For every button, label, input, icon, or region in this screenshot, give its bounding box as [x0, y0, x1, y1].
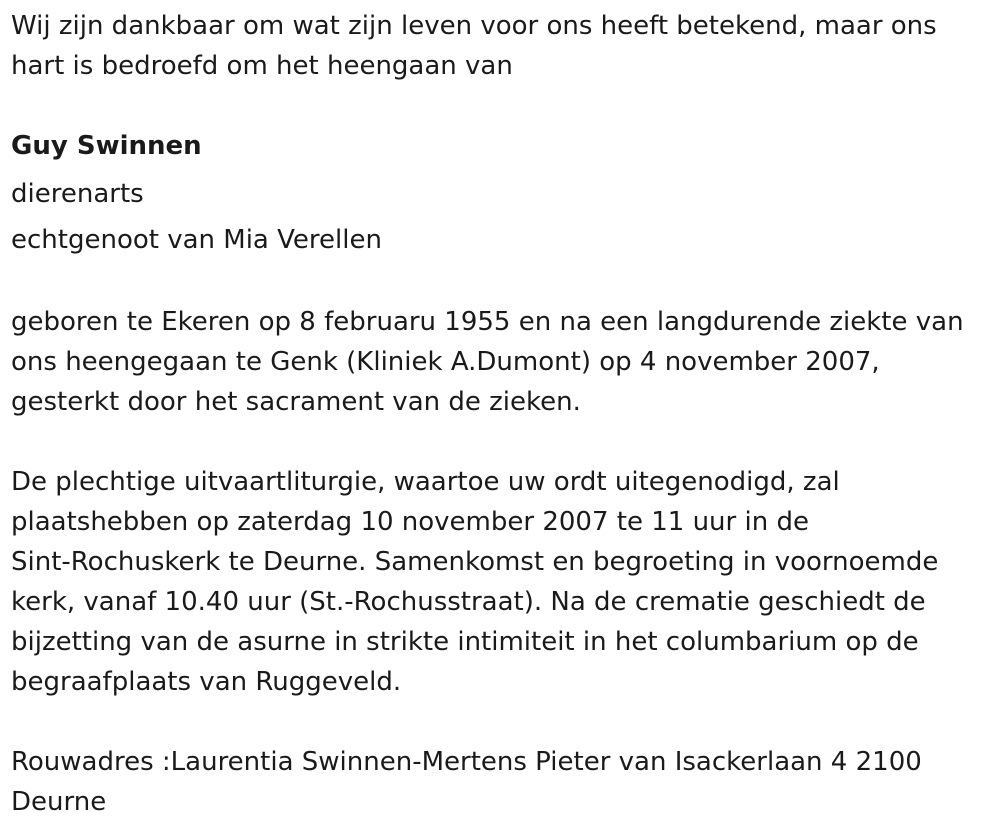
- intro-paragraph: Wij zijn dankbaar om wat zijn leven voor ons heeft betekend, maar ons hart is bedroefd om het heengaan van: [11, 11, 937, 81]
- profession: dierenarts: [11, 179, 144, 209]
- birth-death-paragraph: geboren te Ekeren op 8 februaru 1955 en na een langdurende ziekte van ons heengegaan te Genk (Kliniek A.Dumont) op 4 november 2007, gesterkt door het sacrament van de zieken.: [11, 307, 964, 417]
- spacer: [11, 702, 986, 742]
- spacer: [11, 86, 986, 126]
- deceased-name: Guy Swinnen: [11, 131, 202, 161]
- mourning-address: Rouwadres :Laurentia Swinnen-Mertens Pieter van Isackerlaan 4 2100 Deurne: [11, 747, 922, 817]
- spacer: [11, 262, 986, 302]
- spacer: [11, 422, 986, 462]
- ceremony-paragraph: De plechtige uitvaartliturgie, waartoe uw ordt uitegenodigd, zal plaatshebben op zaterdag 10 november 2007 te 11 uur in de Sint-Rochuskerk te Deurne. Samenkomst en begroeting in voornoemde kerk, vanaf 10.40 uur (St.-Rochusstraat). Na de crematie geschiedt de bijzetting van de asurne in strikte intimiteit in het columbarium op de begraafplaats van Ruggeveld.: [11, 467, 939, 697]
- spouse: echtgenoot van Mia Verellen: [11, 225, 382, 255]
